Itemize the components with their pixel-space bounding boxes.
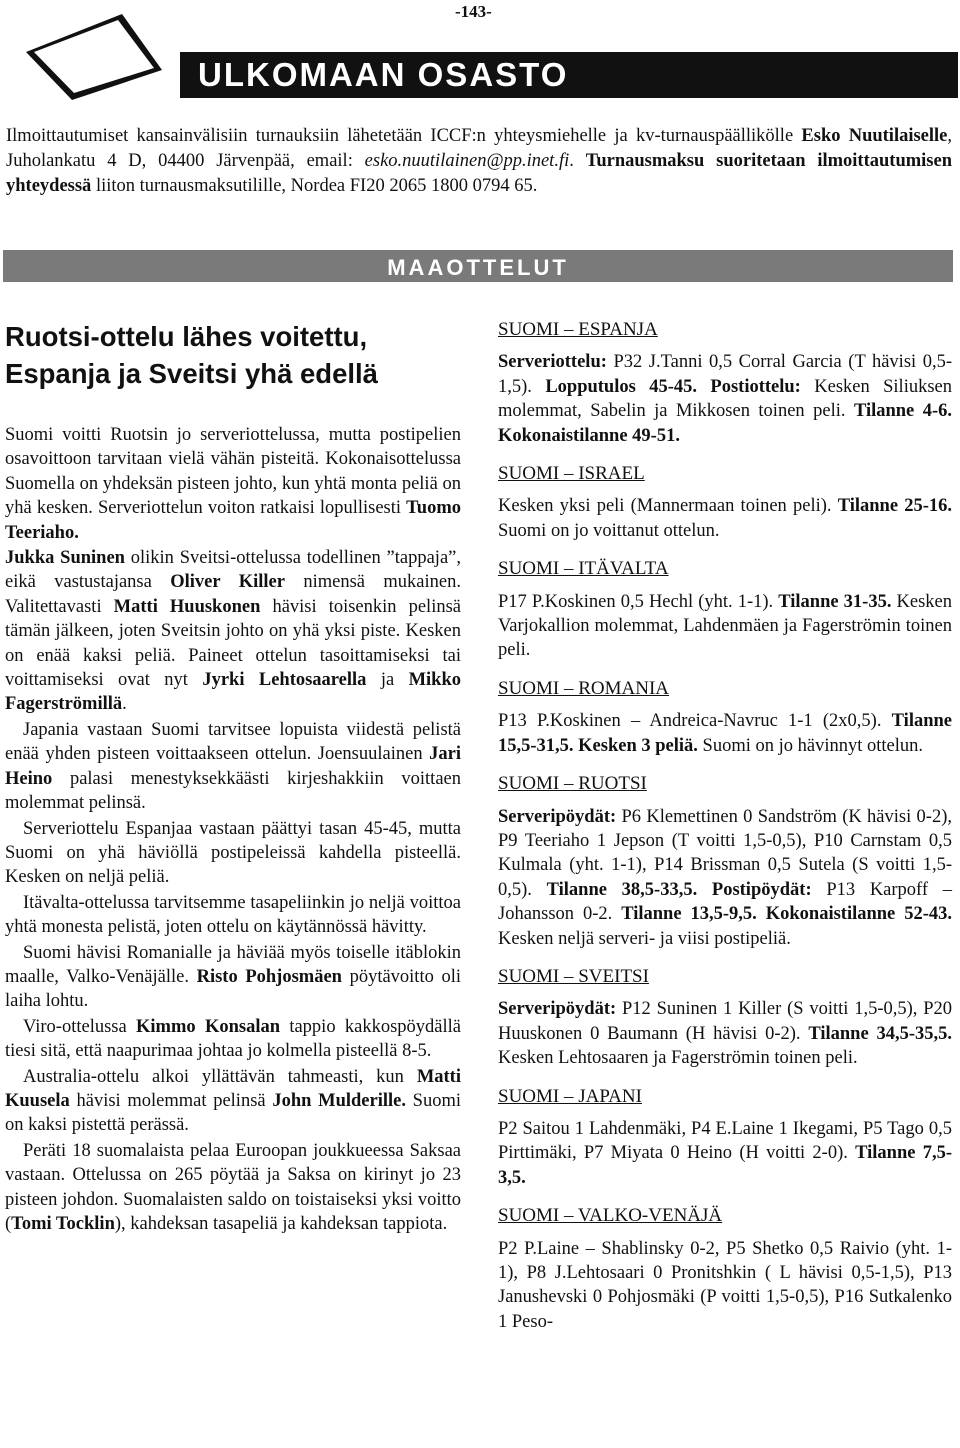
result-label: Serveriottelu: (498, 352, 607, 373)
text-run: Peräti 18 suomalaista pelaa Euroopan joukkueessa Saksaa vastaan. Ottelussa on 265 pöytää ja Saksa on kirinyt jo 23 pisteen johdon. Suomalaisten saldo on toistaiseksi yksi voitto ( (5, 1140, 461, 1234)
result-score: Kokonaistilanne 49-51. (498, 425, 680, 446)
article-paragraph (5, 1139, 461, 1237)
match-result-ruotsi (498, 805, 952, 951)
text-run: hävisi molemmat pelinsä (69, 1090, 273, 1111)
text-run: P13 Karpoff – Johansson 0-2. (498, 879, 952, 925)
text-run: Kesken Lehtosaaren ja Fagerströmin toinen peli. (498, 1048, 858, 1069)
article-paragraph (5, 546, 461, 717)
text-run: Kesken yksi peli (Mannermaan toinen peli). (498, 496, 838, 517)
text-run: pöytävoitto oli laiha lohtu. (5, 966, 461, 1012)
text-run: Kesken Siliuksen molemmat, Sabelin ja Mikkosen toinen peli. (498, 376, 952, 422)
text-run: tappio kakkospöydällä tiesi sitä, että naapurimaa johtaa jo kolmella pisteellä 8-5. (5, 1016, 462, 1062)
match-result-espanja (498, 350, 952, 448)
text-run: olikin Sveitsi-ottelussa todellinen ”tappaja”, eikä vastustajansa (5, 548, 461, 593)
text-run: Serveriottelu Espanjaa vastaan päättyi tasan 45-45, mutta Suomi on yhä häviöllä postipeleissä kahdella pisteellä. Kesken on neljä peliä. (5, 818, 461, 888)
player-name: Jukka Suninen (5, 548, 125, 569)
text-run: Suomi on jo voittanut ottelun. (498, 520, 720, 541)
text-run: Kesken Varjokallion molemmat, Lahdenmäen ja Fagerströmin toinen peli. (498, 591, 953, 661)
intro-email-link[interactable]: esko.nuutilainen@pp.inet.fi (364, 151, 570, 171)
result-score: Tilanne 4-6. (853, 401, 953, 422)
result-label: Postiottelu: (710, 376, 801, 397)
text-run: Suomi on kaksi pistettä perässä. (5, 1090, 461, 1136)
text-run: P2 Saitou 1 Lahdenmäki, P4 E.Laine 1 Ikegami, P5 Tago 0,5 Pirttimäki, P7 Miyata 0 Heino (H voitti 2-0). (498, 1118, 952, 1164)
article-paragraph (5, 1065, 461, 1138)
article-body (5, 423, 461, 1237)
result-score: Tilanne 25-16. (837, 496, 952, 517)
player-name: John Mulderille. (272, 1090, 406, 1111)
result-score: Lopputulos 45-45. (545, 376, 697, 397)
article-paragraph (5, 423, 461, 545)
text-run: Kesken neljä serveri- ja viisi postipeliä. (498, 928, 791, 949)
match-result-japani (498, 1117, 952, 1190)
text-run: Suomi on jo hävinnyt ottelun. (697, 735, 923, 756)
result-score: Tilanne 7,5-3,5. (498, 1143, 952, 1188)
text-run: Suomi hävisi Romanialle ja häviää myös toiselle itäblokin maalle, Valko-Venäjälle. (5, 942, 461, 987)
intro-address: , Juholankatu 4 D, 04400 Järvenpää, email: (6, 126, 953, 171)
text-run: hävisi toisenkin pelinsä tämän jälkeen, joten Sveitsin johto on yhä yksi piste. Kesken on enää kaksi peliä. Paineet ottelun tasoittamiseksi tai voittamiseksi ovat nyt (5, 596, 461, 691)
intro-paragraph (6, 124, 952, 199)
match-result-romania (498, 709, 952, 758)
match-title-israel: SUOMI – ISRAEL (498, 463, 645, 485)
intro-text: Ilmoittautumiset kansainvälisiin turnauksiin lähetetään ICCF:n yhteysmiehelle ja kv-turnauspäällikölle (6, 126, 802, 146)
text-run: Australia-ottelu alkoi yllättävän tahmeasti, kun (23, 1066, 417, 1087)
result-score: Tilanne 34,5-35,5. (808, 1023, 952, 1044)
player-name: Matti Huuskonen (113, 596, 261, 617)
player-name: Jyrki Lehtosaarella (202, 670, 367, 691)
match-results-column (498, 318, 952, 1348)
intro-dot: . (569, 151, 574, 171)
result-score: Tilanne 38,5-33,5. Postipöydät: (546, 879, 812, 900)
player-name: Matti Kuusela (5, 1066, 461, 1111)
text-run: Japania vastaan Suomi tarvitsee lopuista viidestä pelistä enää yhden pisteen voittaakseen ottelun. Joensuulainen (5, 719, 461, 765)
match-title-sveitsi: SUOMI – SVEITSI (498, 965, 649, 987)
text-run: P2 P.Laine – Shablinsky 0-2, P5 Shetko 0,5 Raivio (yht. 1-1), P8 J.Lehtosaari 0 Pronitshkin ( L hävisi 0,5-1,5), P13 Janushevski 0 Pohjosmäki (P voitti 1,5-0,5), P16 Sutkalenko 1 Peso- (498, 1238, 952, 1332)
article-paragraph (5, 941, 461, 1014)
text-run: P17 P.Koskinen 0,5 Hechl (yht. 1-1). (498, 591, 779, 612)
section-header-title: ULKOMAAN OSASTO (180, 52, 958, 98)
text-run: ja (366, 670, 409, 691)
player-name: Mikko Fagerströmillä (5, 670, 462, 715)
match-result-sveitsi (498, 997, 952, 1070)
text-run: Itävalta-ottelussa tarvitsemme tasapeliinkin jo neljä voittoa yhtä monesta pelistä, joten ottelu on käytännössä hävitty. (5, 892, 461, 938)
text-run: Suomi voitti Ruotsin jo serveriottelussa, mutta postipelien osavoittoon tarvitaan vielä vähän pisteitä. Kokonaisottelussa Suomella on yhdeksän pisteen johto, kun yhtä monta peliä on yhä kesken. Serveriottelun voiton ratkaisi lopullisesti (5, 425, 461, 519)
result-label: Serveripöydät: (498, 806, 617, 827)
player-name: Oliver Killer (170, 572, 285, 593)
result-score: Tilanne 13,5-9,5. Kokonaistilanne 52-43. (621, 904, 952, 925)
result-label: Serveripöydät: (498, 999, 617, 1020)
text-run: Viro-ottelussa (23, 1016, 137, 1037)
player-name: Tomi Tocklin (11, 1214, 115, 1234)
article-title: Ruotsi-ottelu lähes voitettu, Espanja ja Sveitsi yhä edellä (5, 321, 378, 389)
match-title-itavalta: SUOMI – ITÄVALTA (498, 558, 669, 580)
player-name: Tuomo Teeriaho. (5, 498, 461, 543)
match-result-itavalta (498, 590, 952, 663)
section-title-bar: MAAOTTELUT (3, 250, 953, 282)
match-title-ruotsi: SUOMI – RUOTSI (498, 773, 647, 795)
match-result-valkovenaja (498, 1237, 952, 1335)
article-paragraph (5, 891, 461, 940)
text-run: P6 Klemettinen 0 Sandström (K hävisi 0-2), P9 Teeriaho 1 Jepson (T voitti 1,5-0,5), P10 Carnstam 0,5 Kulmala (yht. 1-1), P14 Brissman 0,5 Sutela (S voitti 1,5-0,5). (498, 806, 952, 900)
player-name: Jari Heino (5, 744, 461, 789)
match-title-romania: SUOMI – ROMANIA (498, 677, 670, 699)
match-title-japani: SUOMI – JAPANI (498, 1085, 642, 1107)
player-name: Risto Pohjosmäen (196, 966, 342, 987)
text-run: palasi menestyksekkäästi kirjeshakkiin voittaen molemmat pelinsä. (5, 768, 461, 814)
result-score: Tilanne 15,5-31,5. Kesken 3 peliä. (498, 711, 952, 756)
player-name: Kimmo Konsalan (136, 1016, 281, 1037)
text-run: nimensä mukainen. Valitettavasti (5, 572, 461, 617)
intro-fee-text: Turnausmaksu suoritetaan ilmoittautumisen yhteydessä (6, 151, 952, 196)
text-run (697, 377, 710, 397)
match-title-valkovenaja: SUOMI – VALKO-VENÄJÄ (498, 1205, 723, 1227)
text-run: ), kahdeksan tasapeliä ja kahdeksan tappiota. (114, 1214, 448, 1234)
page-number: -143- (455, 2, 492, 21)
match-title-espanja: SUOMI – ESPANJA (498, 319, 658, 340)
text-run: P12 Suninen 1 Killer (S voitti 1,5-0,5), P20 Huuskonen 0 Baumann (H hävisi 0-2). (498, 999, 952, 1044)
article-paragraph (5, 817, 461, 890)
match-result-israel (498, 494, 952, 543)
intro-account: liiton turnausmaksutilille, Nordea FI20 2065 1800 0794 65. (91, 176, 538, 196)
result-score: Tilanne 31-35. (778, 591, 892, 612)
article-paragraph (5, 1015, 461, 1064)
intro-contact-name: Esko Nuutilaiselle (801, 126, 948, 146)
text-run: P13 P.Koskinen – Andreica-Navruc 1-1 (2x0,5). (498, 711, 892, 732)
text-run: P32 J.Tanni 0,5 Corral Garcia (T hävisi 0,5-1,5). (498, 352, 952, 397)
text-run: . (122, 694, 127, 715)
article-paragraph (5, 718, 461, 816)
